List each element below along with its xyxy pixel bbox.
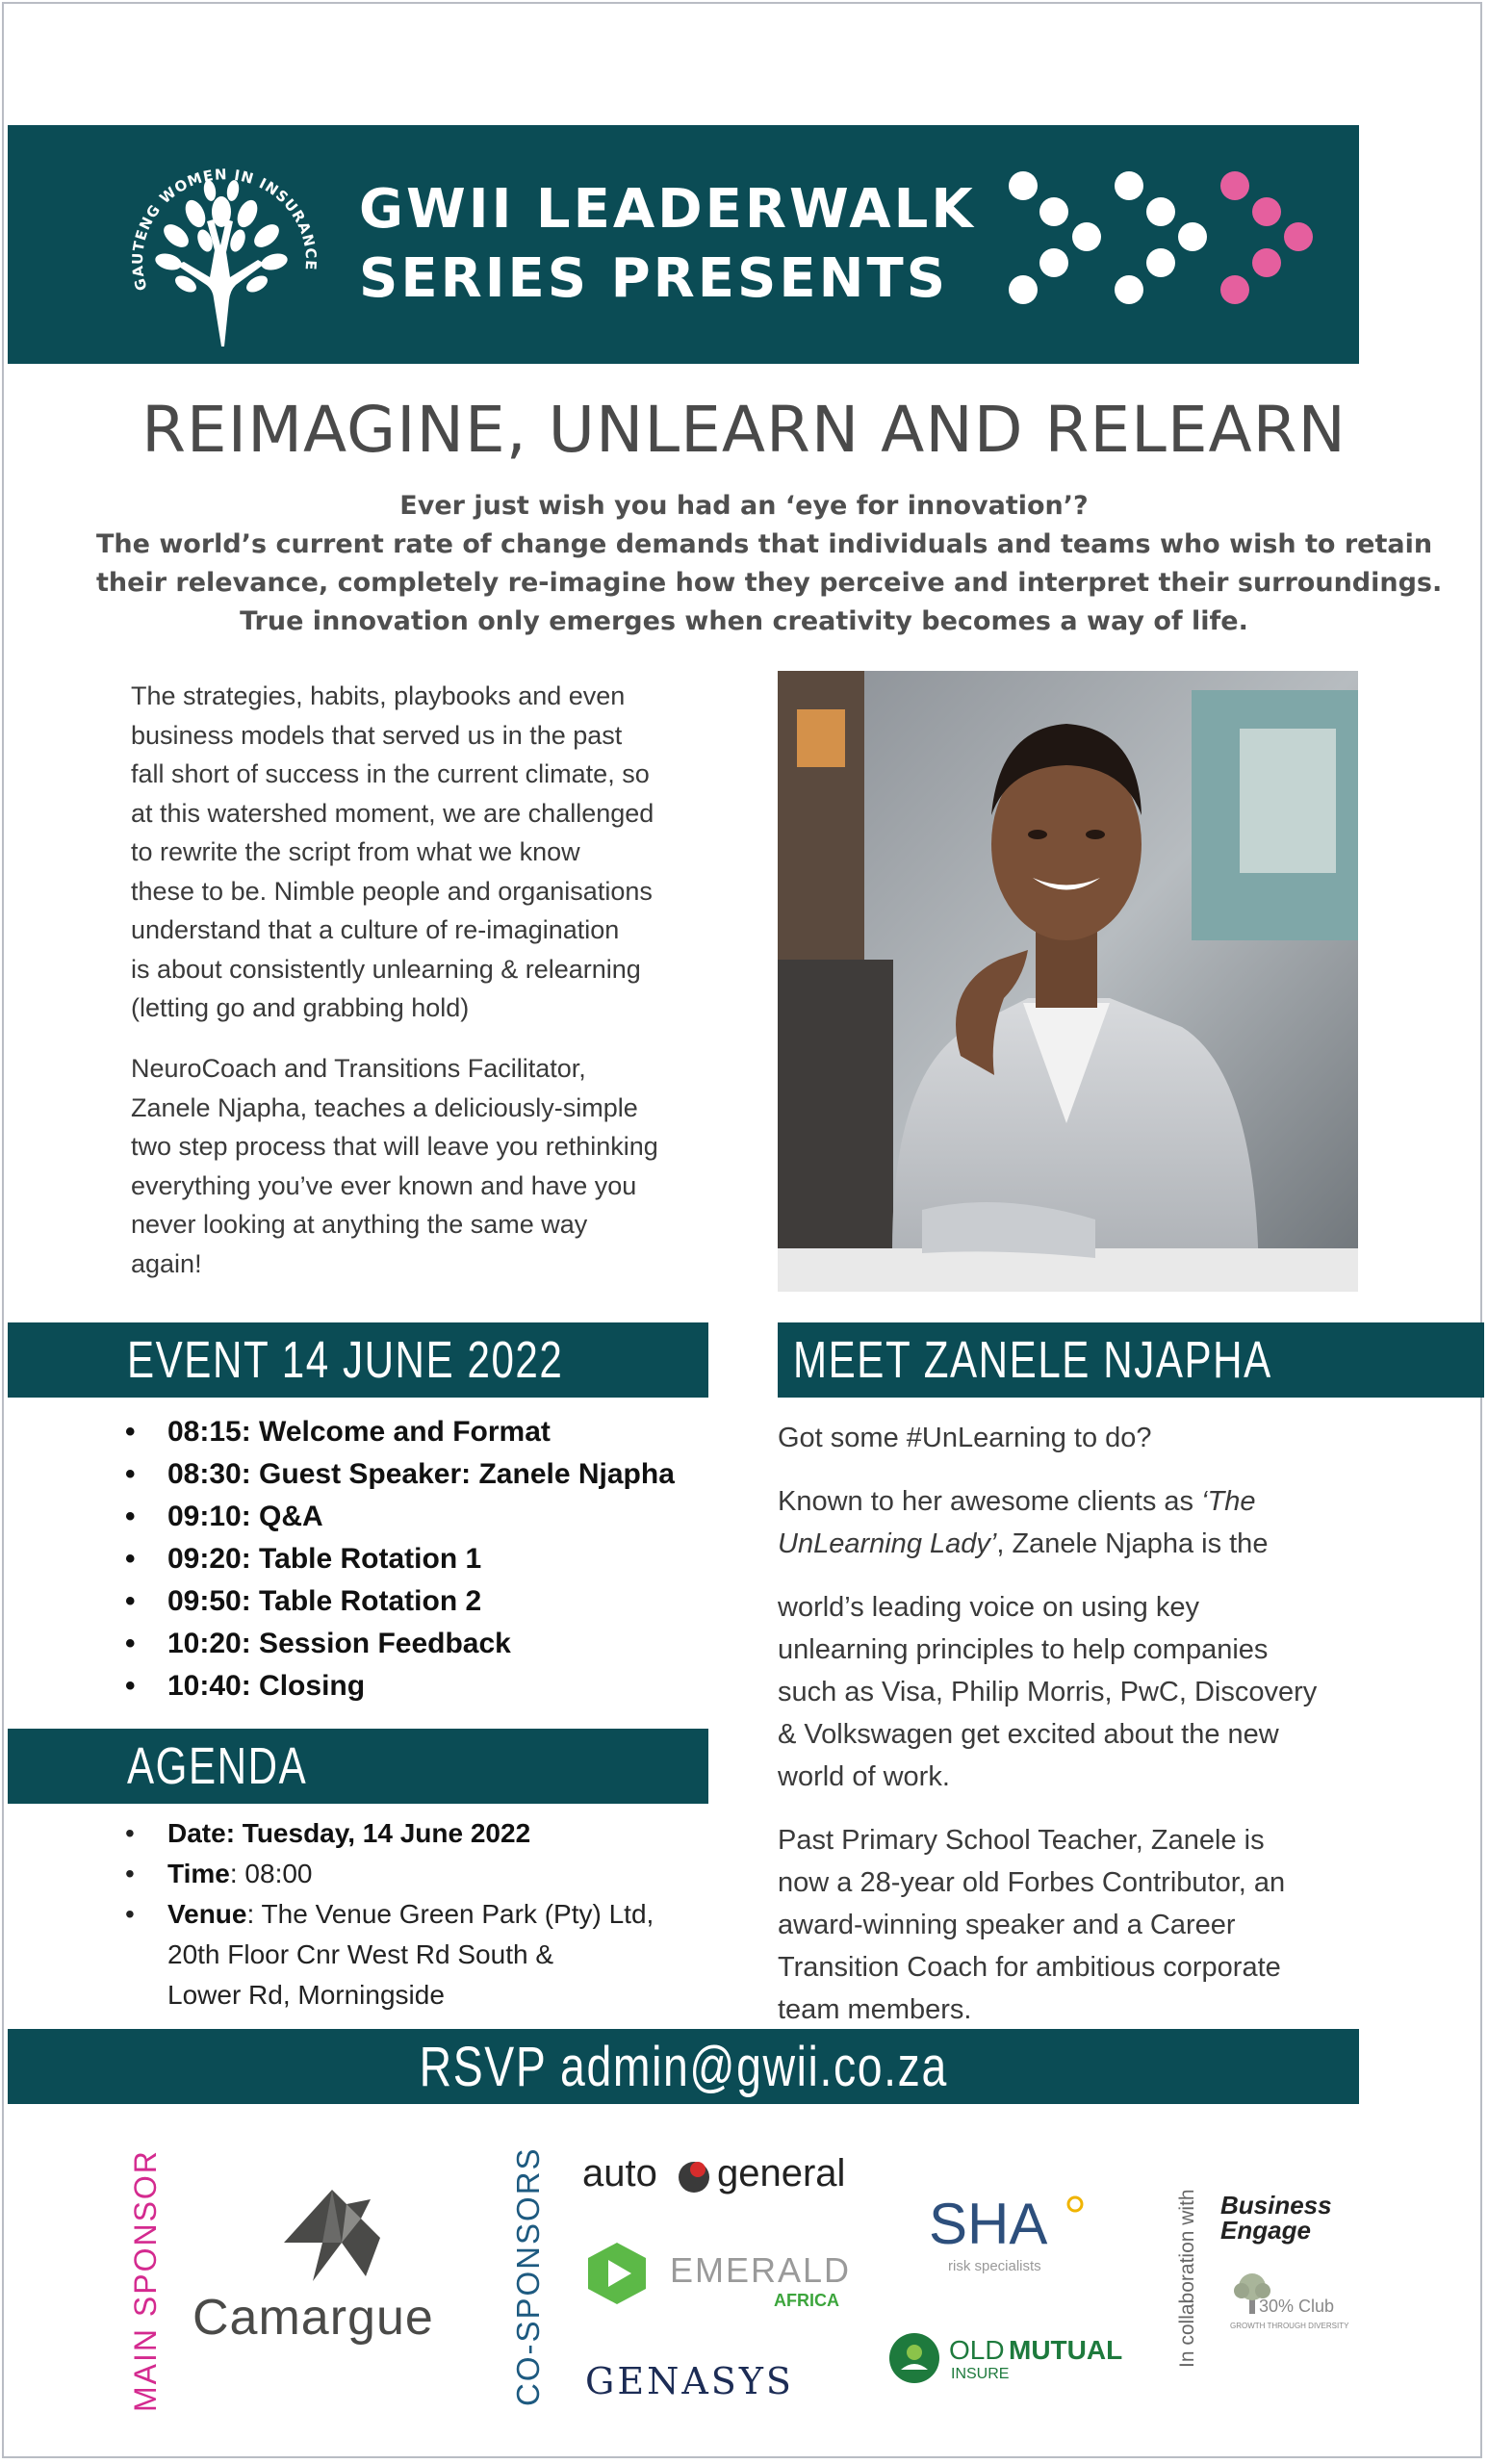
event-heading: EVENT 14 JUNE 2022 <box>127 1331 564 1389</box>
agenda-list <box>125 1813 654 2015</box>
schedule-item: • 09:50: Table Rotation 2 <box>125 1580 675 1623</box>
header-title-line1: GWII LEADERWALK <box>359 178 976 241</box>
horse-head-icon <box>274 2185 390 2291</box>
event-heading-bar <box>8 1322 708 1398</box>
agenda-date: • Date: Tuesday, 14 June 2022 <box>125 1813 654 1854</box>
thirty-percent-club-logo: 30% Club GROWTH THROUGH DIVERSITY <box>1224 2268 1349 2345</box>
camargue-logo <box>192 2185 481 2358</box>
intro-text <box>96 487 1443 641</box>
sha-circle-icon <box>1065 2194 1085 2214</box>
speaker-photo <box>778 671 1358 1292</box>
emerald-hexagon-icon <box>585 2241 649 2306</box>
meet-tagline: Got some #UnLearning to do? <box>778 1423 1152 1453</box>
meet-paragraph-1: Known to her awesome clients as ‘The UnLearning Lady’, Zanele Njapha is the <box>778 1486 1269 1559</box>
header-title <box>359 175 976 314</box>
meet-heading: MEET ZANELE NJAPHA <box>793 1331 1272 1389</box>
co-sponsors-label: CO-SPONSORS <box>510 2146 546 2406</box>
genasys-logo: GENASYS <box>585 2360 794 2402</box>
business-engage-logo: Business Engage <box>1220 2191 1332 2245</box>
sha-logo: SHA risk specialists <box>929 2191 1092 2268</box>
intro-line: their relevance, completely re-imagine how they perceive and interpret their surroundings. <box>96 568 1443 598</box>
auto-general-mark-icon <box>675 2156 713 2194</box>
schedule-item: • 10:40: Closing <box>125 1665 675 1707</box>
emerald-africa-logo: EMERALD AFRICA <box>585 2237 855 2314</box>
main-sponsor-label: MAIN SPONSOR <box>128 2149 163 2412</box>
camargue-name: Camargue <box>192 2290 434 2346</box>
meet-heading-bar <box>778 1322 1484 1398</box>
intro-line: True innovation only emerges when creativity becomes a way of life. <box>240 606 1248 636</box>
header-banner <box>8 125 1359 364</box>
schedule-item: • 09:10: Q&A <box>125 1496 675 1538</box>
agenda-heading-bar <box>8 1729 708 1804</box>
agenda-heading: AGENDA <box>127 1737 308 1795</box>
event-schedule <box>125 1411 675 1707</box>
dot-arrows <box>999 171 1326 316</box>
intro-line: Ever just wish you had an ‘eye for innovation’? <box>399 491 1089 521</box>
schedule-item: • 09:20: Table Rotation 1 <box>125 1538 675 1580</box>
intro-line: The world’s current rate of change demands that individuals and teams who wish to retain <box>96 529 1433 559</box>
rsvp-bar <box>8 2029 1359 2104</box>
schedule-item: • 10:20: Session Feedback <box>125 1623 675 1665</box>
old-mutual-logo: OLD MUTUAL INSURE <box>887 2329 1138 2397</box>
rsvp-text: RSVP admin@gwii.co.za <box>419 2035 948 2098</box>
logo-arc-text: GAUTENG WOMEN IN INSURANCE <box>128 166 321 293</box>
agenda-venue: • Venue: The Venue Green Park (Pty) Ltd, 20th Floor Cnr West Rd South & Lower Rd, Morningside <box>125 1894 654 2015</box>
old-mutual-emblem-icon <box>887 2331 941 2385</box>
headline: REIMAGINE, UNLEARN AND RELEARN <box>141 393 1347 467</box>
auto-general-logo: auto general <box>582 2152 846 2194</box>
neurocoach-paragraph: NeuroCoach and Transitions Facilitator, Zanele Njapha, teaches a deliciously-simple two step process that will leave you rethinking everything you’ve ever known and have you never looking at anything the same way again! <box>131 1054 658 1278</box>
agenda-time: • Time: 08:00 <box>125 1854 654 1894</box>
header-title-line2: SERIES PRESENTS <box>359 247 949 310</box>
schedule-item: • 08:30: Guest Speaker: Zanele Njapha <box>125 1453 675 1496</box>
collaboration-label: In collaboration with <box>1176 2189 1198 2368</box>
gwii-logo <box>118 144 325 351</box>
schedule-item: • 08:15: Welcome and Format <box>125 1411 675 1453</box>
meet-text: Got some #UnLearning to do? Known to her awesome clients as ‘The UnLearning Lady’, Zanele Njapha is the world’s leading voice on using key unlearning principles to help companies such as Visa, Philip Morris, PwC, Discovery & Volkswagen get excited about the new world of work. Past Primary School Teacher, Zanele is now a 28-year old Forbes Contributor, an award-winning speaker and a Career Transition Coach for ambitious corporate team members. <box>778 1417 1365 2052</box>
strategies-paragraph: The strategies, habits, playbooks and even business models that served us in the past fall short of success in the current climate, so at this watershed moment, we are challenged to rewrite the script from what we know these to be. Nimble people and organisations understand that a culture of re-imagination is about consistently unlearning & relearning (letting go and grabbing hold) <box>131 681 654 1022</box>
